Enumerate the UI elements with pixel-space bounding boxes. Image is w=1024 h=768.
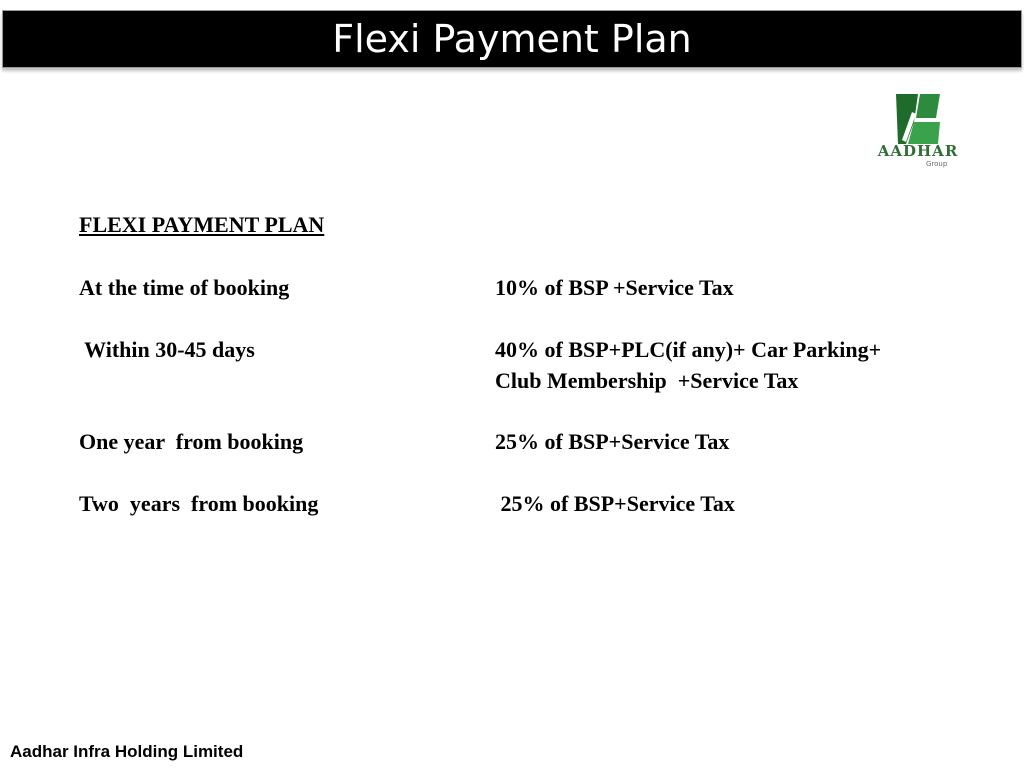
plan-payment: 25% of BSP+Service Tax xyxy=(495,491,735,516)
plan-payment: 10% of BSP +Service Tax xyxy=(495,275,734,300)
plan-payment: 25% of BSP+Service Tax xyxy=(495,429,730,454)
plan-heading: FLEXI PAYMENT PLAN xyxy=(79,212,325,237)
logo-subtitle: Group xyxy=(926,160,948,168)
slide-title: Flexi Payment Plan xyxy=(332,17,692,61)
plan-stage: One year from booking xyxy=(79,429,304,454)
plan-stage: At the time of booking xyxy=(79,275,290,300)
aadhar-logo-mark-icon xyxy=(892,92,944,146)
company-logo xyxy=(876,92,960,172)
footer-company-name: Aadhar Infra Holding Limited xyxy=(10,742,244,761)
plan-payment: 40% of BSP+PLC(if any)+ Car Parking+ Club Membership +Service Tax xyxy=(495,337,882,393)
plan-stage: Two years from booking xyxy=(79,491,319,516)
plan-stage: Within 30-45 days xyxy=(79,337,255,362)
logo-wordmark: AADHAR xyxy=(877,142,959,160)
title-bar xyxy=(2,10,1022,68)
